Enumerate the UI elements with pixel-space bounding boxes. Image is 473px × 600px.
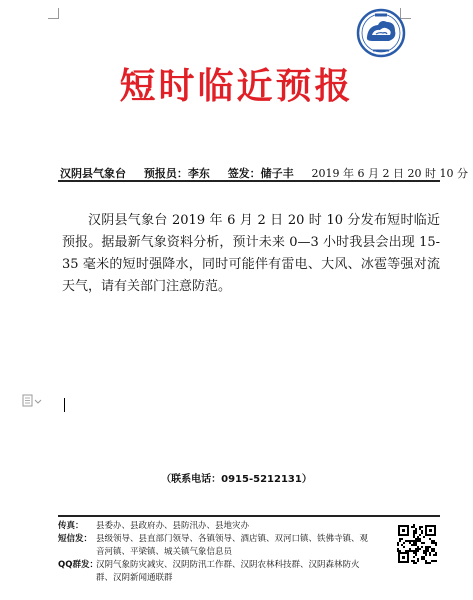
signer-label: 签发：储子丰 [227,167,294,180]
distribution-label: QQ群发： [58,560,98,570]
distribution-label: 短信发： [58,534,93,544]
forecaster-label: 预报员：李东 [143,167,210,180]
distribution-row-sms [58,533,376,559]
document-tool-icon[interactable] [22,394,44,408]
meteorological-emblem-icon [356,8,406,58]
footer-divider [58,515,440,517]
page-title: 短时临近预报 [119,66,354,107]
distribution-row-qq [58,559,376,585]
distribution-list [58,520,376,585]
qr-code-icon [397,524,437,564]
issue-datetime: 2019 年 6 月 2 日 20 时 10 分 [311,167,468,180]
distribution-value: 汉阴气象防灾减灾、汉阴防汛工作群、汉阴农林科技群、汉阴森林防火群、汉阴新闻通联群 [96,560,360,583]
distribution-value: 县级领导、县直部门领导、各镇领导、酒店镇、双河口镇、铁佛寺镇、观音河镇、平梁镇、城关镇气象信息员 [96,534,369,557]
distribution-value: 县委办、县政府办、县防汛办、县地灾办 [96,521,250,531]
text-cursor [64,398,65,412]
distribution-row-fax [58,520,376,533]
issuer-label: 汉阴县气象台 [60,167,126,180]
distribution-label: 传真： [58,521,84,531]
meta-line [60,165,468,181]
header-divider [58,180,440,182]
crop-mark-top-left [48,8,59,19]
forecast-paragraph: 汉阴县气象台 2019 年 6 月 2 日 20 时 10 分发布短时临近预报。据最新气象资料分析，预计未来 0—3 小时我县会出现 15-35 毫米的短时强降水，同时可能伴有雷电、大风、冰雹等强对流天气，请有关部门注意防范。 [62,213,440,294]
contact-phone: （联系电话：0915-5212131） [161,474,312,485]
